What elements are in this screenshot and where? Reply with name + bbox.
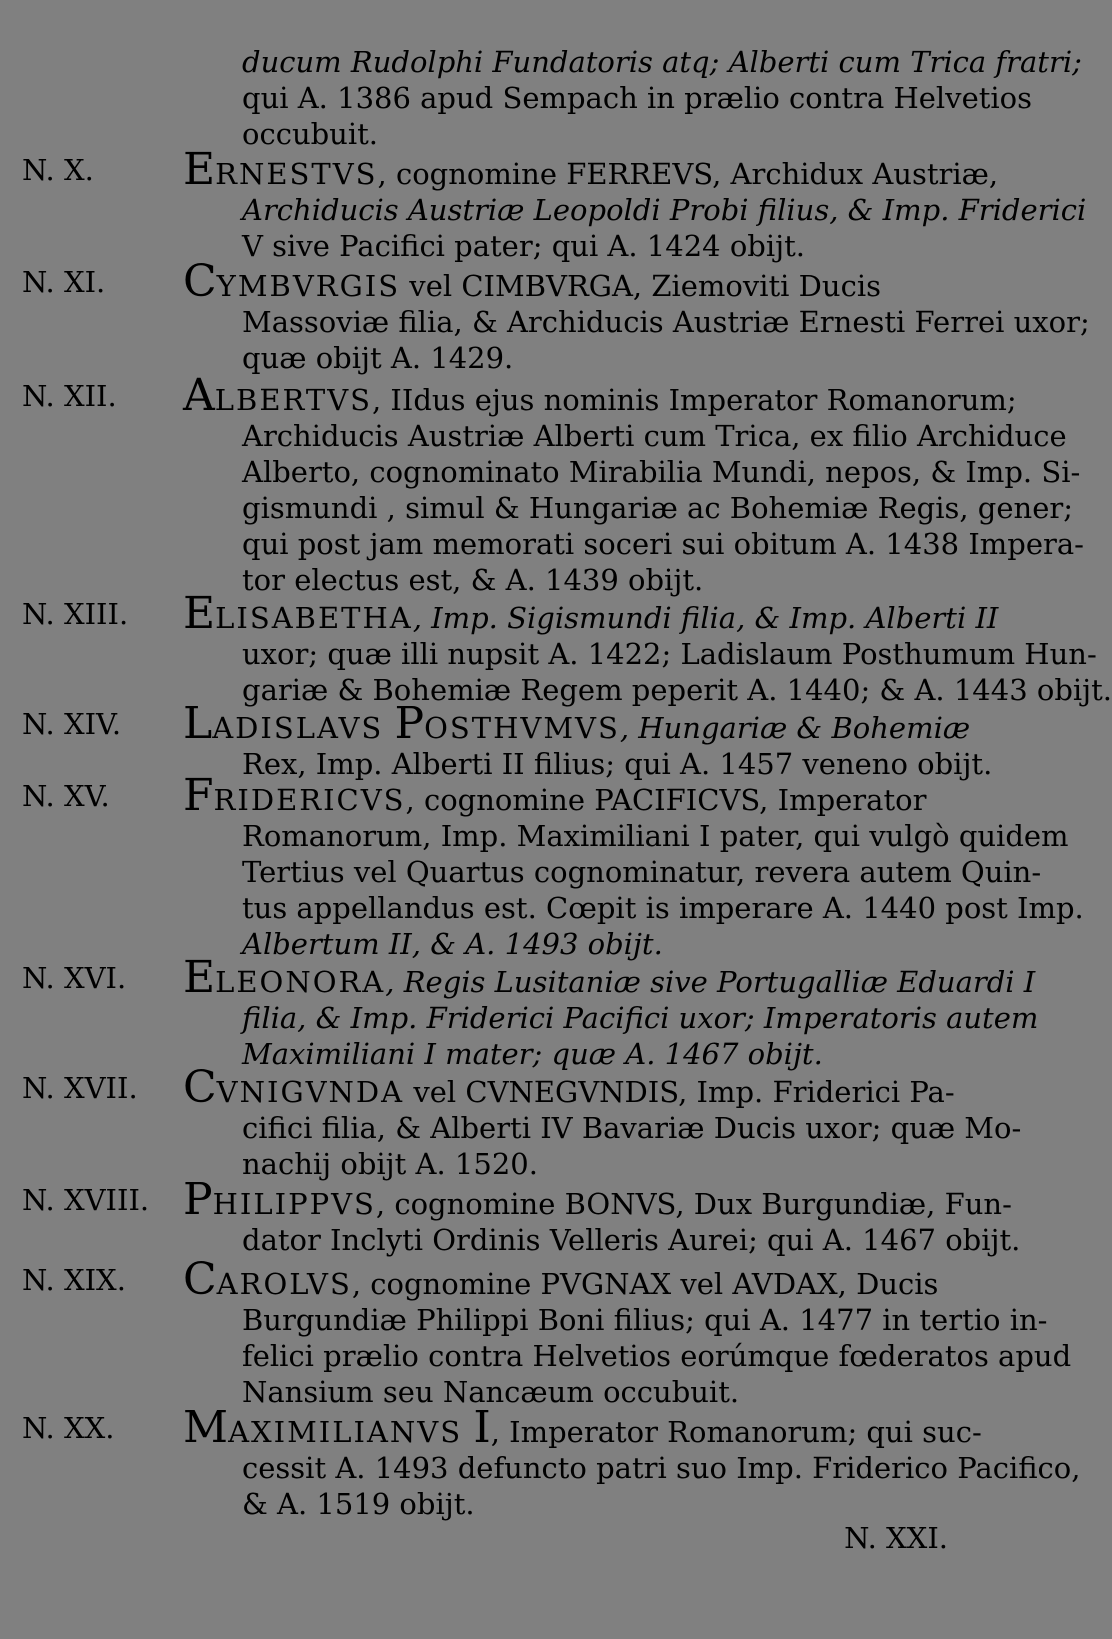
entry-number: N. X. [22,153,94,187]
text-line: filia, & Imp. Friderici Pacifici uxor; Imperatoris autem [242,1001,1039,1035]
text-line: Tertius vel Quartus cognominatur, revera autem Quin- [242,855,1042,889]
entry-number: N. XIV. [22,707,122,741]
entry-title: , Imp. Sigismundi filia, & Imp. Alberti II [412,601,999,635]
entry-number: N. XIX. [22,1263,126,1297]
entry-text [183,698,993,782]
entry-name: CAROLVS [183,1254,352,1305]
text-line: dator Inclyti Ordinis Velleris Aurei; qui A. 1467 obijt. [242,1223,1021,1257]
text-line: Archiducis Austriæ Leopoldi Probi filius, & Imp. Friderici [242,193,1087,227]
text-line: tor electus est, & A. 1439 obijt. [242,563,704,597]
entry-number: N. XII. [22,379,117,413]
entry-text [183,770,1084,962]
entry-name: ALBERTVS [183,370,372,421]
entry-text [183,1402,1081,1522]
text-line: Burgundiæ Philippi Boni filius; qui A. 1477 in tertio in- [242,1303,1048,1337]
text-line: uxor; quæ illi nupsit A. 1422; Ladislaum Posthumum Hun- [242,637,1097,671]
text-line: gismundi , simul & Hungariæ ac Bohemiæ Regis, gener; [242,491,1074,525]
text-line: V sive Pacifici pater; qui A. 1424 obijt. [242,229,805,263]
entry-title: , IIdus ejus nominis Imperator Romanorum; [372,383,1017,417]
text-line: felici prælio contra Helvetios eorúmque fœderatos apud [242,1339,1072,1373]
text-line: qui A. 1386 apud Sempach in prælio contra Helvetios [242,81,1032,115]
text-line: qui post jam memorati soceri sui obitum A. 1438 Impera- [242,527,1084,561]
entry-name: CYMBVRGIS [183,256,401,307]
text-line: gariæ & Bohemiæ Regem peperit A. 1440; & A. 1443 obijt. [242,673,1112,707]
text-line: tus appellandus est. Cœpit is imperare A. 1440 post Imp. [242,891,1084,925]
entry-text [183,1062,1022,1182]
entry-title: , cognomine PVGNAX vel AVDAX, Ducis [351,1267,939,1301]
catchword: N. XXI. [844,1521,948,1555]
entry-name: MAXIMILIANVS I [183,1402,491,1453]
entry-number: N. XI. [22,265,106,299]
entry-text [183,370,1084,598]
entry-name: FRIDERICVS [183,770,406,821]
entry-title: , cognomine FERREVS, Archidux Austriæ, [377,157,999,191]
text-line: Nansium seu Nancæum occubuit. [242,1375,740,1409]
entry-title: vel CVNEGVNDIS, Imp. Friderici Pa- [404,1075,955,1109]
entry-title: , Hungariæ & Bohemiæ [619,711,971,745]
text-line: & A. 1519 obijt. [242,1487,475,1521]
entry-text [183,952,1039,1072]
entry-title: , Imperator Romanorum; qui suc- [490,1415,982,1449]
entry-number: N. XVI. [22,961,127,995]
entry-number: N. XX. [22,1411,115,1445]
entry-name: ELISABETHA [183,588,413,639]
entry-number: N. XV. [22,779,110,813]
entry-text [183,144,1087,264]
entry-text [183,588,1112,708]
entry-title: vel CIMBVRGA, Ziemoviti Ducis [400,269,882,303]
entry-title: , cognomine PACIFICVS, Imperator [405,783,927,817]
text-line: Rex, Imp. Alberti II filius; qui A. 1457 veneno obijt. [242,747,993,781]
text-line: Archiducis Austriæ Alberti cum Trica, ex filio Archiduce [242,419,1067,453]
text-line: quæ obijt A. 1429. [242,341,514,375]
entry-number: N. XVIII. [22,1183,150,1217]
text-line: Massoviæ filia, & Archiducis Austriæ Ernesti Ferrei uxor; [242,305,1090,339]
entry-number: N. XIII. [22,597,129,631]
entry-title: , cognomine BONVS, Dux Burgundiæ, Fun- [375,1187,1012,1221]
text-line: Romanorum, Imp. Maximiliani I pater, qui vulgò quidem [242,819,1069,853]
text-line: cifici filia, & Alberti IV Bavariæ Ducis uxor; quæ Mo- [242,1111,1022,1145]
text-line: Alberto, cognominato Mirabilia Mundi, nepos, & Imp. Si- [242,455,1081,489]
entry-text [183,1174,1021,1258]
entry-name: CVNIGVNDA [183,1062,405,1113]
text-line: nachij obijt A. 1520. [242,1147,538,1181]
continuation-text [242,44,1082,152]
text-line: Maximiliani I mater; quæ A. 1467 obijt. [242,1037,823,1071]
text-line: Albertum II, & A. 1493 obijt. [242,927,663,961]
entry-number: N. XVII. [22,1071,138,1105]
entry-text [183,256,1090,376]
entry-title: , Regis Lusitaniæ sive Portugalliæ Eduardi I [385,965,1036,999]
entry-text [183,1254,1072,1410]
entry-name: LADISLAVS POSTHVMVS [183,698,620,749]
text-line: occubuit. [242,117,379,151]
text-line: cessit A. 1493 defuncto patri suo Imp. Friderico Pacifico, [242,1451,1081,1485]
entry-name: ELEONORA [183,952,386,1003]
entry-name: ERNESTVS [183,144,378,195]
entry-name: PHILIPPVS [183,1174,376,1225]
text-line: ducum Rudolphi Fundatoris atq; Alberti cum Trica fratri; [242,45,1082,79]
